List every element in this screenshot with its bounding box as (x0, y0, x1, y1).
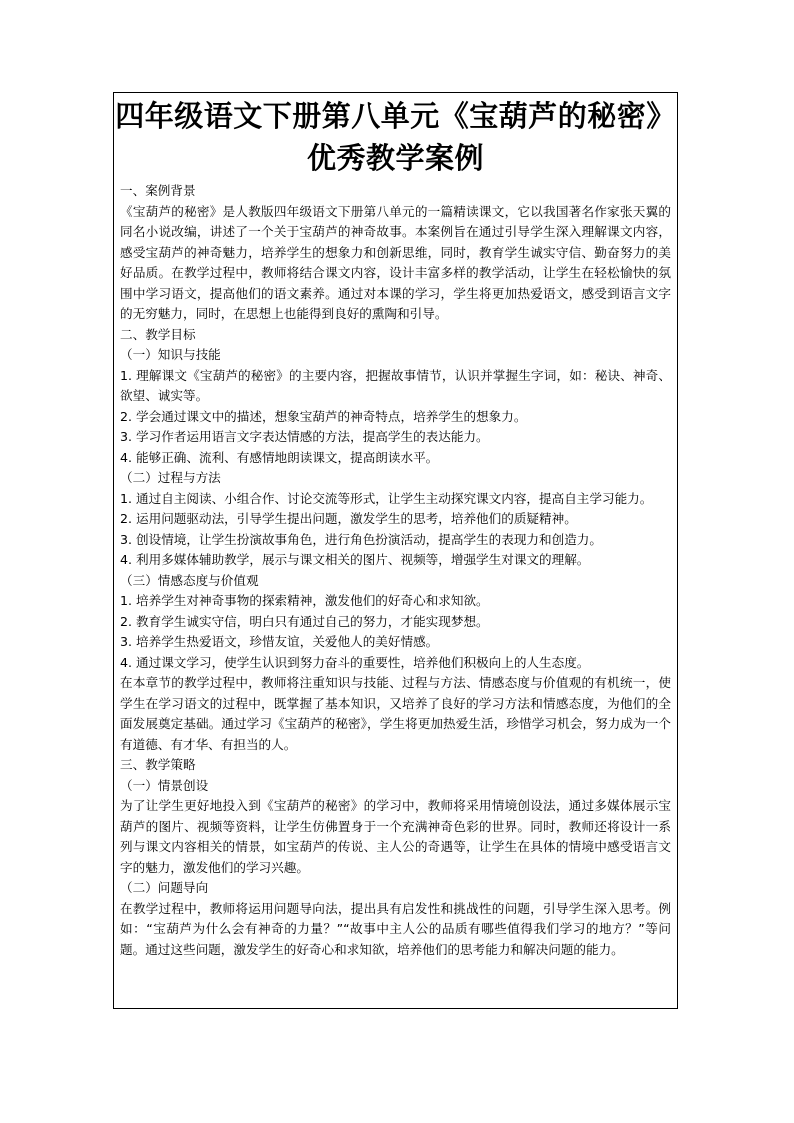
paragraph: 1. 通过自主阅读、小组合作、讨论交流等形式，让学生主动探究课文内容，提高自主学习能力。 (120, 490, 653, 506)
paragraph: 4. 利用多媒体辅助教学，展示与课文相关的图片、视频等，增强学生对课文的理解。 (120, 552, 590, 567)
paragraph: 2. 学会通过课文中的描述，想象宝葫芦的神奇特点，培养学生的想象力。 (120, 408, 527, 424)
paragraph: 在教学过程中，教师将运用问题导向法，提出具有启发性和挑战性的问题，引导学生深入思考。例如：“宝葫芦为什么会有神奇的力量？”“故事中主人公的品质有哪些值得我们学习的地方？”等问题。通过这些问题，激发学生的好奇心和求知欲，培养他们的思考能力和解决问题的能力。 (120, 900, 671, 957)
paragraph: 《宝葫芦的秘密》是人教版四年级语文下册第八单元的一篇精读课文，它以我国著名作家张天翼的同名小说改编，讲述了一个关于宝葫芦的神奇故事。本案例旨在通过引导学生深入理解课文内容，感受宝葫芦的神奇魅力，培养学生的想象力和创新思维，同时，教育学生诚实守信、勤奋努力的美好品质。在教学过程中，教师将结合课文内容，设计丰富多样的教学活动，让学生在轻松愉快的氛围中学习语文，提高他们的语文素养。通过对本课的学习，学生将更加热爱语文，感受到语言文字的无穷魅力，同时，在思想上也能得到良好的熏陶和引导。 (120, 203, 671, 321)
paragraph: 2. 运用问题驱动法，引导学生提出问题，激发学生的思考，培养他们的质疑精神。 (120, 511, 577, 526)
subsection-heading: （一）情景创设 (120, 777, 209, 793)
document-frame (113, 92, 678, 1009)
subsection-heading: （二）过程与方法 (120, 470, 221, 485)
subsection-heading: （三）情感态度与价值观 (120, 572, 259, 588)
section-heading: 三、教学策略 (120, 757, 196, 772)
title-line-2: 优秀教学案例 (306, 141, 484, 175)
document-title (114, 95, 677, 179)
paragraph: 在本章节的教学过程中，教师将注重知识与技能、过程与方法、情感态度与价值观的有机统一，使学生在学习语文的过程中，既掌握了基本知识，又培养了良好的学习方法和情感态度，为他们的全面发展奠定基础。通过学习《宝葫芦的秘密》，学生将更加热爱生活，珍惜学习机会，努力成为一个有道德、有才华、有担当的人。 (120, 675, 671, 752)
paragraph: 3. 学习作者运用语言文字表达情感的方法，提高学生的表达能力。 (120, 429, 489, 444)
paragraph: 3. 培养学生热爱语文，珍惜友谊，关爱他人的美好情感。 (120, 634, 439, 649)
paragraph: 2. 教育学生诚实守信，明白只有通过自己的努力，才能实现梦想。 (120, 613, 489, 629)
section-heading: 二、教学目标 (120, 326, 196, 342)
title-line-1: 四年级语文下册第八单元《宝葫芦的秘密》 (115, 99, 676, 133)
paragraph: 4. 能够正确、流利、有感情地朗读课文，提高朗读水平。 (120, 449, 439, 465)
subsection-heading: （一）知识与技能 (120, 347, 221, 362)
paragraph: 4. 通过课文学习，使学生认识到努力奋斗的重要性，培养他们积极向上的人生态度。 (120, 654, 590, 670)
section-heading: 一、案例背景 (120, 183, 196, 198)
paragraph: 1. 培养学生对神奇事物的探索精神，激发他们的好奇心和求知欲。 (120, 593, 489, 608)
paragraph: 1. 理解课文《宝葫芦的秘密》的主要内容，把握故事情节，认识并掌握生字词，如：秘诀、神奇、欲望、诚实等。 (120, 367, 671, 403)
subsection-heading: （二）问题导向 (120, 880, 209, 895)
document-body (114, 179, 677, 960)
paragraph: 3. 创设情境，让学生扮演故事角色，进行角色扮演活动，提高学生的表现力和创造力。 (120, 531, 602, 547)
paragraph: 为了让学生更好地投入到《宝葫芦的秘密》的学习中，教师将采用情境创设法，通过多媒体展示宝葫芦的图片、视频等资料，让学生仿佛置身于一个充满神奇色彩的世界。同时，教师还将设计一系列与课文内容相关的情景，如宝葫芦的传说、主人公的奇遇等，让学生在具体的情境中感受语言文字的魅力，激发他们的学习兴趣。 (120, 798, 671, 875)
